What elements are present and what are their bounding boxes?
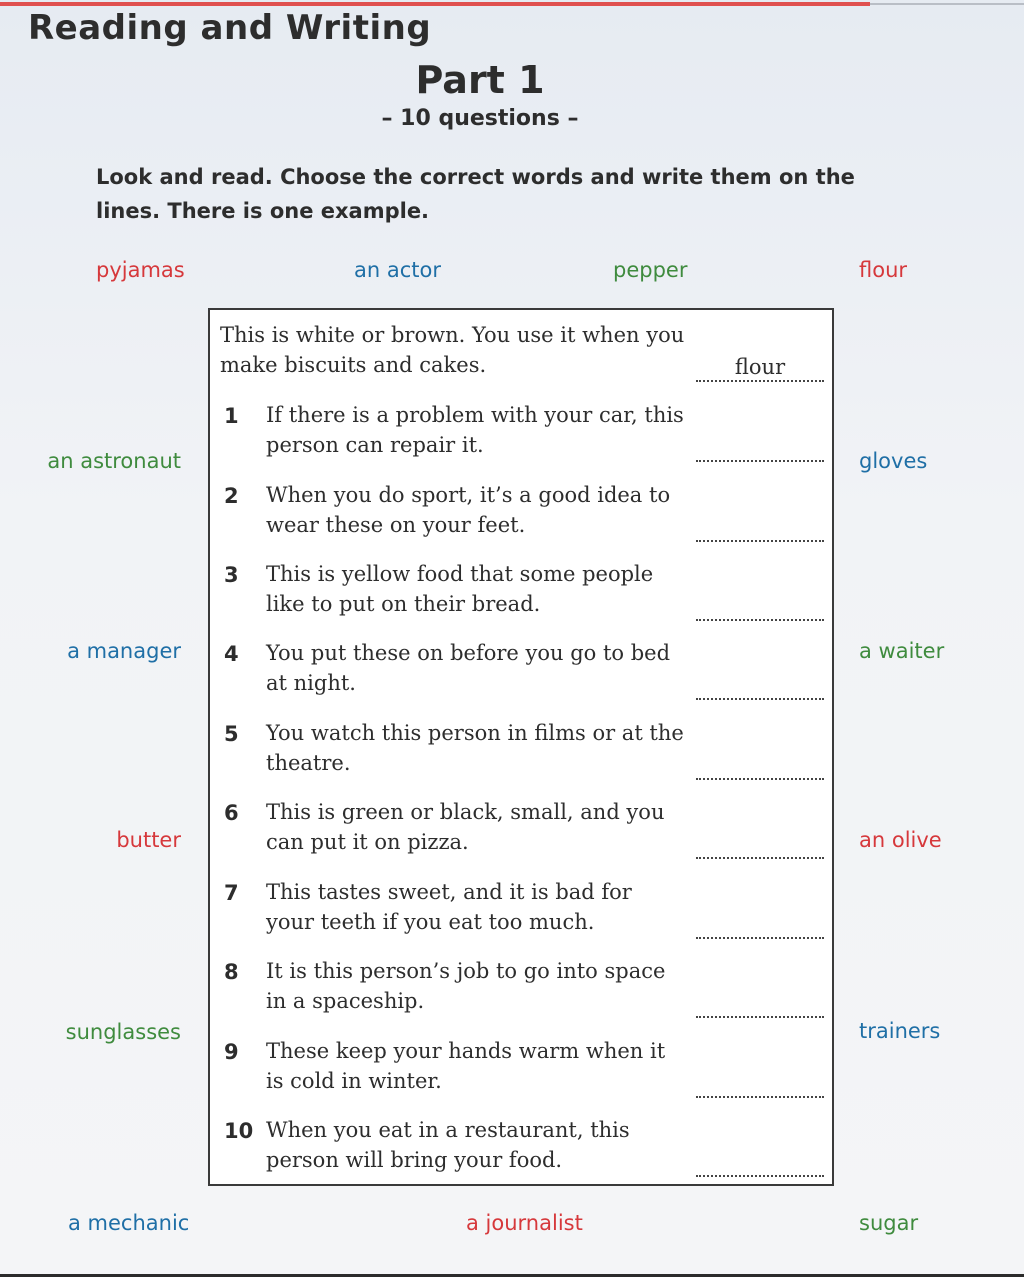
question-number: 7 (224, 881, 239, 905)
word-bank-item: a manager (67, 639, 181, 663)
word-bank-item: trainers (859, 1019, 941, 1043)
word-bank-item: pepper (613, 258, 688, 282)
questions-box (208, 308, 834, 1186)
question-item (210, 714, 832, 794)
word-bank-item: sugar (859, 1211, 919, 1235)
word-bank-item: a journalist (466, 1211, 583, 1235)
question-item (210, 476, 832, 556)
top-grey-rule (870, 3, 1024, 5)
part-title: Part 1 (415, 58, 545, 102)
question-text: It is this person’s job to go into space in a spaceship. (266, 959, 666, 1013)
question-text: This tastes sweet, and it is bad for your teeth if you eat too much. (266, 880, 632, 934)
question-number: 1 (224, 404, 239, 428)
question-text: When you eat in a restaurant, this person will bring your food. (266, 1118, 630, 1172)
question-number: 4 (224, 642, 239, 666)
word-bank-item: pyjamas (96, 258, 185, 282)
answer-line[interactable] (696, 1149, 824, 1177)
answer-line[interactable] (696, 514, 824, 542)
question-text: If there is a problem with your car, this person can repair it. (266, 403, 684, 457)
question-item (210, 396, 832, 476)
answer-line[interactable] (696, 434, 824, 462)
question-number: 8 (224, 960, 239, 984)
question-text: This is yellow food that some people like to put on their bread. (266, 562, 654, 616)
word-bank-item: butter (116, 828, 181, 852)
question-text: When you do sport, it’s a good idea to wear these on your feet. (266, 483, 671, 537)
word-bank-item: sunglasses (65, 1020, 181, 1044)
question-text: These keep your hands warm when it is cold in winter. (266, 1039, 666, 1093)
subtitle: – 10 questions – (381, 106, 579, 131)
top-red-rule (0, 2, 870, 6)
question-item (210, 952, 832, 1032)
word-bank-item: flour (859, 258, 908, 282)
word-bank-item: gloves (859, 449, 928, 473)
question-number: 5 (224, 722, 239, 746)
word-bank-item: a mechanic (68, 1211, 190, 1235)
answer-line[interactable] (696, 672, 824, 700)
question-number: 10 (224, 1119, 254, 1143)
answer-line[interactable] (696, 593, 824, 621)
question-item (210, 555, 832, 635)
instructions: Look and read. Choose the correct words and write them on the lines. There is one example. (96, 165, 855, 223)
word-bank-item: an astronaut (47, 449, 181, 473)
question-item (210, 634, 832, 714)
section-title: Reading and Writing (28, 8, 432, 48)
question-item (210, 1111, 832, 1191)
answer-line[interactable] (696, 1070, 824, 1098)
question-item (210, 793, 832, 873)
question-item (210, 1032, 832, 1112)
example-answer: flour (696, 354, 824, 382)
example-text: This is white or brown. You use it when you make biscuits and cakes. (220, 323, 685, 377)
question-text: This is green or black, small, and you can put it on pizza. (266, 800, 665, 854)
word-bank-item: an actor (354, 258, 441, 282)
question-number: 2 (224, 484, 239, 508)
answer-line[interactable] (696, 990, 824, 1018)
answer-line[interactable] (696, 752, 824, 780)
question-number: 6 (224, 801, 239, 825)
question-text: You watch this person in films or at the theatre. (266, 721, 684, 775)
question-text: You put these on before you go to bed at night. (266, 641, 671, 695)
word-bank-item: a waiter (859, 639, 945, 663)
answer-line[interactable] (696, 831, 824, 859)
question-item (210, 873, 832, 953)
answer-line[interactable] (696, 911, 824, 939)
word-bank-item: an olive (859, 828, 942, 852)
question-number: 3 (224, 563, 239, 587)
question-number: 9 (224, 1040, 239, 1064)
example-item (210, 316, 832, 396)
